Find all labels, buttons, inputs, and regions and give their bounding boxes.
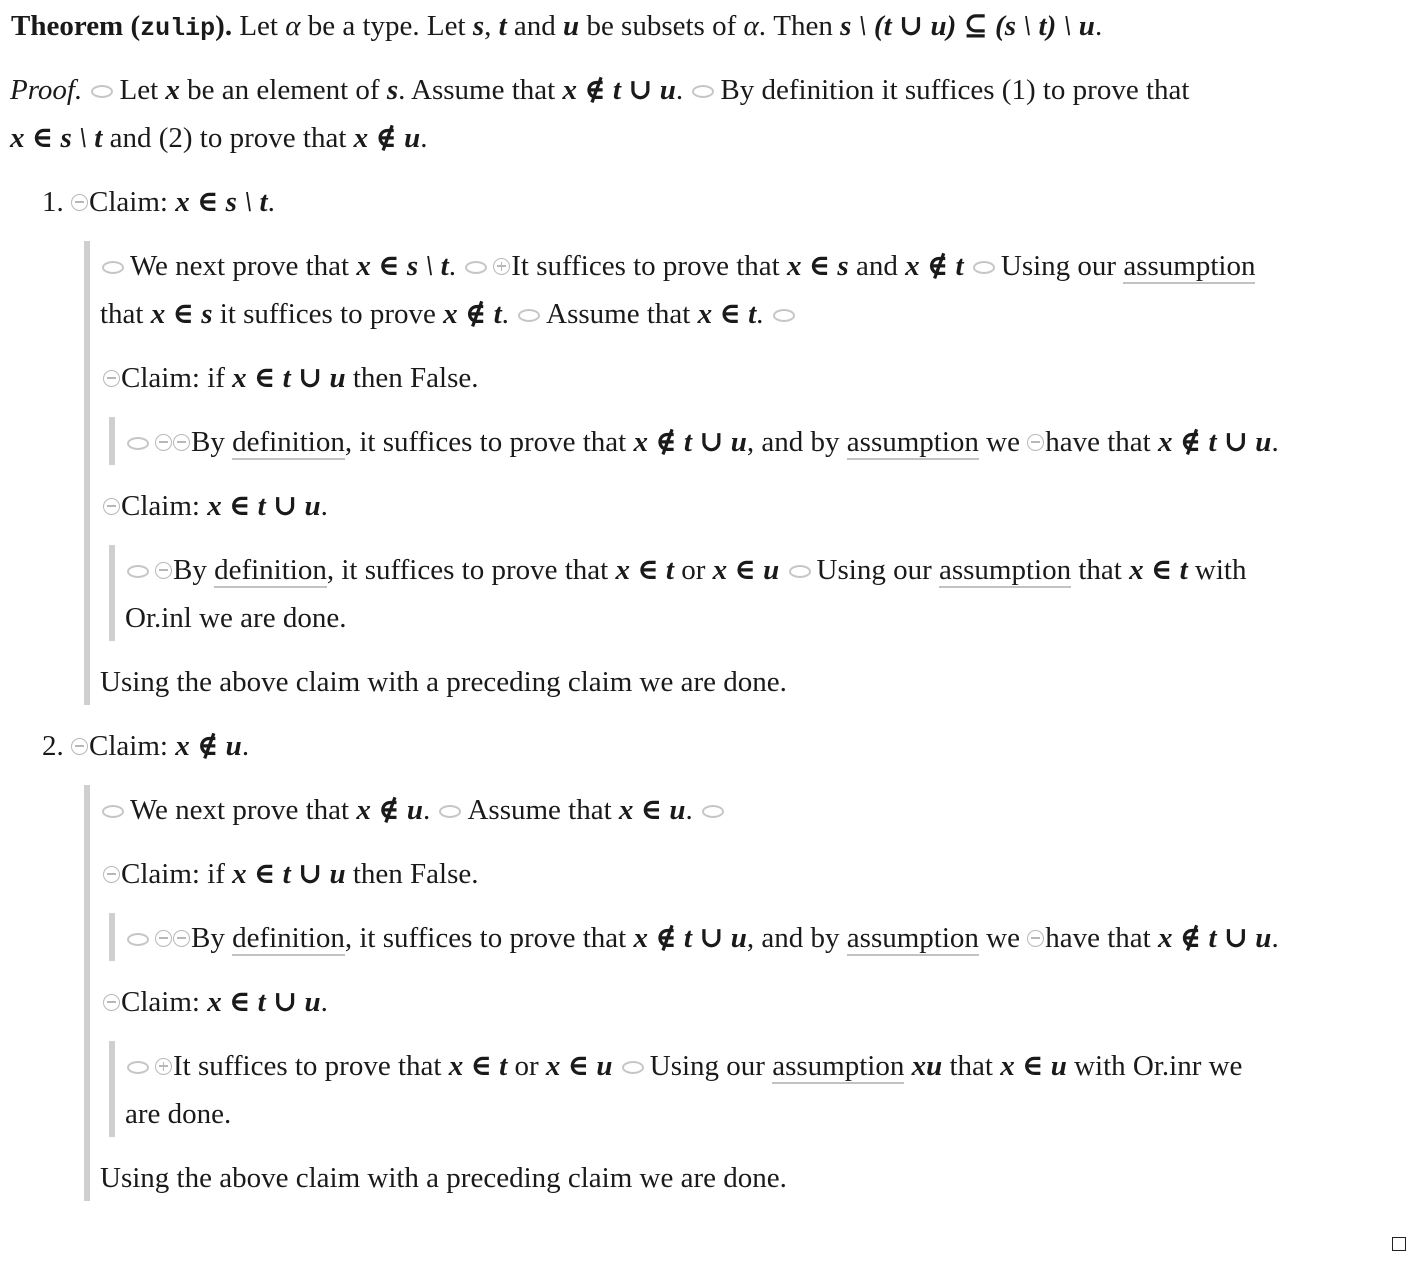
toggle-icon[interactable]: [127, 565, 149, 578]
expand-icon[interactable]: [493, 258, 510, 275]
toggle-icon[interactable]: [91, 85, 113, 98]
step-2-proof-bar: [84, 785, 90, 1201]
step-2-subclaim-1-proof: By definition, it suffices to prove that x ∉ t ∪ u, and by assumption we have that x ∉ t ∪ u.: [125, 914, 1279, 962]
step-1-subclaim-2-proof-line-2: Or.inl we are done.: [125, 602, 347, 634]
step-1-claim: 1. Claim: x ∈ s \ t.: [42, 186, 275, 218]
step-2-subclaim-1: Claim: if x ∈ t ∪ u then False.: [103, 850, 479, 898]
toggle-icon[interactable]: [702, 805, 724, 818]
assumption-link[interactable]: assumption: [846, 426, 979, 458]
definition-link[interactable]: definition: [214, 554, 327, 586]
collapse-icon[interactable]: [173, 930, 190, 947]
qed-square: [1392, 1237, 1406, 1251]
definition-link[interactable]: definition: [232, 922, 345, 954]
theorem-name: zulip: [140, 14, 216, 43]
toggle-icon[interactable]: [622, 1061, 644, 1074]
step-2-conclusion: Using the above claim with a preceding claim we are done.: [100, 1162, 787, 1194]
toggle-icon[interactable]: [692, 85, 714, 98]
subclaim-proof-bar: [109, 1041, 115, 1137]
subclaim-proof-bar: [109, 545, 115, 641]
collapse-icon[interactable]: [103, 994, 120, 1011]
step-1-subclaim-2-proof-line-1: By definition, it suffices to prove that x ∈ t or x ∈ u Using our assumption that x ∈ t with: [125, 546, 1246, 594]
toggle-icon[interactable]: [102, 261, 124, 274]
step-1-subclaim-1: Claim: if x ∈ t ∪ u then False.: [103, 354, 479, 402]
step-1-conclusion: Using the above claim with a preceding claim we are done.: [100, 666, 787, 698]
step-number: 2.: [42, 730, 64, 762]
assumption-link[interactable]: assumption: [1123, 250, 1256, 282]
toggle-icon[interactable]: [773, 309, 795, 322]
assumption-link[interactable]: assumption: [846, 922, 979, 954]
collapse-icon[interactable]: [155, 930, 172, 947]
theorem-formula: s \ (t ∪ u) ⊆ (s \ t) \ u: [840, 10, 1095, 42]
step-1-subclaim-1-proof: By definition, it suffices to prove that x ∉ t ∪ u, and by assumption we have that x ∉ t ∪ u.: [125, 418, 1279, 466]
collapse-icon[interactable]: [155, 434, 172, 451]
subclaim-proof-bar: [109, 913, 115, 961]
proof-label: Proof.: [10, 74, 83, 106]
step-number: 1.: [42, 186, 64, 218]
subclaim-proof-bar: [109, 417, 115, 465]
toggle-icon[interactable]: [439, 805, 461, 818]
collapse-icon[interactable]: [71, 738, 88, 755]
step-2-subclaim-2: Claim: x ∈ t ∪ u.: [103, 978, 328, 1026]
collapse-icon[interactable]: [103, 370, 120, 387]
assumption-link[interactable]: assumption: [772, 1050, 905, 1082]
collapse-icon[interactable]: [71, 194, 88, 211]
collapse-icon[interactable]: [173, 434, 190, 451]
toggle-icon[interactable]: [102, 805, 124, 818]
step-1-proof-bar: [84, 241, 90, 705]
toggle-icon[interactable]: [518, 309, 540, 322]
toggle-icon[interactable]: [127, 437, 149, 450]
theorem-statement: Theorem (zulip). Let α be a type. Let s, t and u be subsets of α. Then s \ (t ∪ u) ⊆ (s \ t) \ u.: [11, 10, 1103, 43]
step-1-proof-line-2: that x ∈ s it suffices to prove x ∉ t. Assume that x ∈ t.: [100, 290, 801, 338]
toggle-icon[interactable]: [465, 261, 487, 274]
step-2-subclaim-2-proof-line-1: It suffices to prove that x ∈ t or x ∈ u Using our assumption xu that x ∈ u with Or.inr we: [125, 1042, 1242, 1090]
step-2-proof-line-1: We next prove that x ∉ u. Assume that x ∈ u.: [100, 786, 730, 834]
collapse-icon[interactable]: [103, 498, 120, 515]
collapse-icon[interactable]: [155, 562, 172, 579]
step-1-proof-line-1: We next prove that x ∈ s \ t. It suffices to prove that x ∈ s and x ∉ t Using our assumption: [100, 242, 1255, 290]
proof-intro-line-1: Proof. Let x be an element of s. Assume that x ∉ t ∪ u. By definition it suffices (1) to prove that: [10, 74, 1190, 106]
collapse-icon[interactable]: [1027, 434, 1044, 451]
expand-icon[interactable]: [155, 1058, 172, 1075]
collapse-icon[interactable]: [103, 866, 120, 883]
assumption-link[interactable]: assumption: [938, 554, 1072, 586]
step-1-subclaim-2: Claim: x ∈ t ∪ u.: [103, 482, 328, 530]
theorem-heading: Theorem (zulip).: [11, 10, 233, 43]
toggle-icon[interactable]: [789, 565, 811, 578]
toggle-icon[interactable]: [973, 261, 995, 274]
definition-link[interactable]: definition: [232, 426, 345, 458]
toggle-icon[interactable]: [127, 933, 149, 946]
proof-intro-line-2: x ∈ s \ t and (2) to prove that x ∉ u.: [10, 122, 428, 154]
step-2-subclaim-2-proof-line-2: are done.: [125, 1098, 232, 1130]
toggle-icon[interactable]: [127, 1061, 149, 1074]
step-2-claim: 2. Claim: x ∉ u.: [42, 730, 250, 762]
collapse-icon[interactable]: [1027, 930, 1044, 947]
